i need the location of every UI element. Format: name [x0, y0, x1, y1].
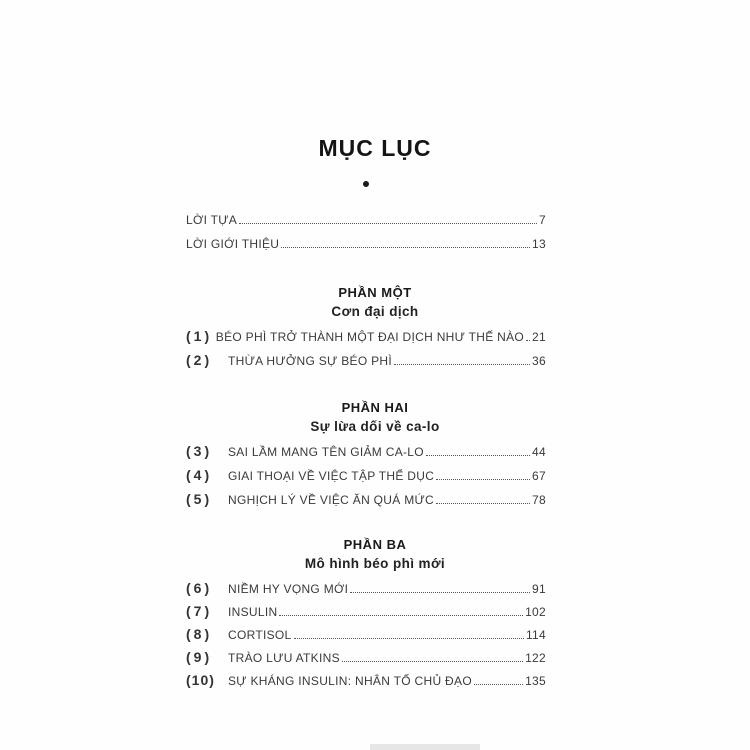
toc-entry-chapter-2[interactable] [186, 352, 546, 368]
entry-page: 91 [532, 582, 546, 596]
entry-label: SỰ KHÁNG INSULIN: NHÂN TỐ CHỦ ĐẠO [228, 674, 472, 688]
entry-label: LỜI TỰA [186, 213, 238, 227]
chapter-number: (10) [186, 672, 215, 688]
dot-leader [426, 455, 530, 456]
entry-label: THỪA HƯỞNG SỰ BÉO PHÌ [228, 354, 393, 368]
part-three-subtitle: Mô hình béo phì mới [304, 556, 446, 571]
part-one-heading: PHẦN MỘT [338, 285, 412, 300]
chapter-number: (4) [186, 467, 213, 483]
page-edge-shadow [370, 744, 480, 750]
dot-leader [474, 684, 523, 685]
dot-leader [279, 615, 523, 616]
dot-leader [394, 364, 530, 365]
toc-entry-chapter-4[interactable] [186, 467, 546, 483]
dot-leader [436, 503, 530, 504]
entry-page: 135 [525, 674, 546, 688]
dot-leader [342, 661, 523, 662]
part-two-subtitle: Sự lừa dối về ca-lo [310, 419, 440, 434]
toc-entry-chapter-10[interactable] [186, 672, 546, 688]
part-three-heading: PHẦN BA [343, 537, 407, 552]
entry-page: 44 [532, 445, 546, 459]
toc-entry-chapter-9[interactable] [186, 649, 546, 665]
entry-page: 78 [532, 493, 546, 507]
entry-label: SAI LẦM MANG TÊN GIẢM CA-LO [228, 445, 424, 459]
entry-label: CORTISOL [228, 628, 292, 642]
chapter-number: (3) [186, 443, 213, 459]
bullet-icon [363, 181, 369, 187]
chapter-number: (5) [186, 491, 213, 507]
dot-leader [294, 638, 524, 639]
dot-leader [526, 340, 530, 341]
chapter-number: (7) [186, 603, 213, 619]
toc-entry-chapter-7[interactable] [186, 603, 546, 619]
chapter-number: (2) [186, 352, 213, 368]
toc-entry-introduction[interactable] [186, 237, 546, 251]
toc-entry-chapter-1[interactable] [186, 328, 546, 344]
toc-entry-chapter-8[interactable] [186, 626, 546, 642]
entry-label: NIỀM HY VỌNG MỚI [228, 582, 349, 596]
chapter-number: (9) [186, 649, 213, 665]
entry-page: 114 [525, 628, 546, 642]
entry-page: 102 [525, 605, 546, 619]
entry-page: 21 [532, 330, 546, 344]
part-one-subtitle: Cơn đại dịch [331, 304, 419, 319]
entry-page: 13 [532, 237, 546, 251]
chapter-number: (8) [186, 626, 213, 642]
entry-label: NGHỊCH LÝ VỀ VIỆC ĂN QUÁ MỨC [228, 493, 435, 507]
chapter-number: (6) [186, 580, 213, 596]
entry-label: TRÀO LƯU ATKINS [228, 651, 340, 665]
toc-entry-chapter-6[interactable] [186, 580, 546, 596]
entry-label: GIAI THOẠI VỀ VIỆC TẬP THỂ DỤC [228, 469, 435, 483]
entry-page: 67 [532, 469, 546, 483]
toc-entry-foreword[interactable] [186, 213, 546, 227]
entry-label: BÉO PHÌ TRỞ THÀNH MỘT ĐẠI DỊCH NHƯ THẾ NÀO [215, 330, 525, 344]
toc-entry-chapter-3[interactable] [186, 443, 546, 459]
entry-page: 36 [532, 354, 546, 368]
dot-leader [350, 592, 530, 593]
entry-label: INSULIN [228, 605, 278, 619]
entry-label: LỜI GIỚI THIỆU [186, 237, 280, 251]
toc-title: MỤC LỤC [318, 135, 432, 161]
dot-leader [436, 479, 530, 480]
entry-page: 7 [539, 213, 546, 227]
chapter-number: (1) [186, 328, 213, 344]
dot-leader [239, 223, 537, 224]
part-two-heading: PHẦN HAI [341, 400, 409, 415]
entry-page: 122 [525, 651, 546, 665]
dot-leader [281, 247, 530, 248]
toc-entry-chapter-5[interactable] [186, 491, 546, 507]
